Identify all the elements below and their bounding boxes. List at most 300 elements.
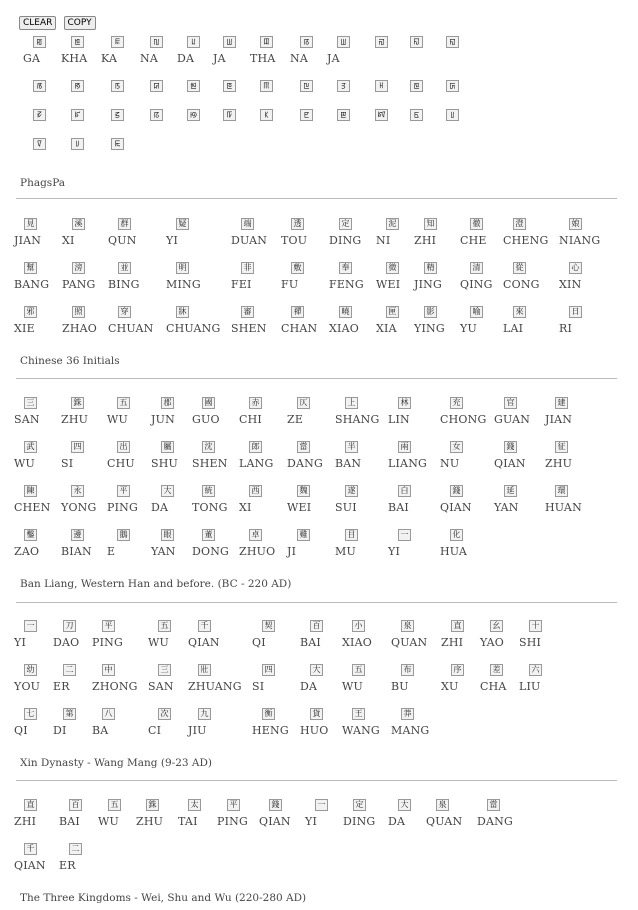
glyph-key-button[interactable]: 貨 (310, 708, 323, 720)
glyph-key-button[interactable]: 衡 (262, 708, 275, 720)
section-title: Chinese 36 Initials (20, 355, 120, 367)
glyph-key-button[interactable]: 一 (398, 529, 411, 541)
key-label: ER (59, 859, 76, 872)
glyph-key-button[interactable]: ꡣ (337, 109, 350, 121)
glyph-key-button[interactable]: ꡞ (150, 109, 163, 121)
key-label: CHENG (503, 234, 549, 247)
key-label: JING (414, 278, 442, 291)
key-label: MU (335, 545, 356, 558)
glyph-key-button[interactable]: 從 (513, 262, 526, 274)
key-label: ZHONG (92, 680, 138, 693)
key-label: PING (107, 501, 138, 514)
glyph-key-button[interactable]: ꡓ (187, 80, 200, 92)
glyph-key-button[interactable]: 化 (450, 529, 463, 541)
key-label: YONG (61, 501, 97, 514)
key-label: BA (92, 724, 109, 737)
glyph-key-button[interactable]: ꡍ (410, 36, 423, 48)
glyph-key-button[interactable]: 國 (202, 397, 215, 409)
glyph-key-button[interactable]: 端 (241, 218, 254, 230)
glyph-key-button[interactable]: 屬 (161, 441, 174, 453)
glyph-key-button[interactable]: 陳 (24, 485, 37, 497)
glyph-key-button[interactable]: 非 (241, 262, 254, 274)
glyph-key-button[interactable]: 千 (24, 843, 37, 855)
key-label: YI (305, 815, 318, 828)
key-label: SAN (148, 680, 174, 693)
glyph-key-button[interactable]: 眼 (161, 529, 174, 541)
key-label: ZE (287, 413, 304, 426)
key-label: TOU (281, 234, 308, 247)
key-cell (108, 218, 168, 247)
key-cell (188, 620, 248, 649)
glyph-key-button[interactable]: 白 (398, 485, 411, 497)
glyph-key-button[interactable]: 征 (555, 441, 568, 453)
key-label: QIAN (494, 457, 526, 470)
key-label: NI (376, 234, 391, 247)
glyph-key-button[interactable]: 大 (310, 664, 323, 676)
key-label: YAN (151, 545, 176, 558)
glyph-key-button[interactable]: 三 (158, 664, 171, 676)
key-label: XIE (14, 322, 35, 335)
glyph-key-button[interactable]: 序 (451, 664, 464, 676)
glyph-key-button[interactable]: 幫 (24, 262, 37, 274)
glyph-key-button[interactable]: 穿 (118, 306, 131, 318)
key-label: WANG (342, 724, 380, 737)
glyph-key-button[interactable]: 遂 (345, 485, 358, 497)
glyph-key-button[interactable]: ꡩ (111, 138, 124, 150)
glyph-key-button[interactable]: 當 (297, 441, 310, 453)
glyph-key-button[interactable]: 太 (188, 799, 201, 811)
glyph-key-button[interactable]: ꡙ (410, 80, 423, 92)
glyph-key-button[interactable]: 曉 (339, 306, 352, 318)
key-cell (440, 529, 500, 558)
glyph-key-button[interactable]: 四 (71, 441, 84, 453)
glyph-key-button[interactable]: 莽 (401, 708, 414, 720)
glyph-key-button[interactable]: 半 (345, 441, 358, 453)
glyph-key-button[interactable]: 林 (398, 397, 411, 409)
glyph-key-button[interactable]: 定 (339, 218, 352, 230)
key-label: HUA (440, 545, 468, 558)
section-divider (16, 198, 617, 199)
key-label: BAI (59, 815, 80, 828)
key-cell (92, 620, 152, 649)
glyph-key-button[interactable]: ꡠ (223, 109, 236, 121)
glyph-key-button[interactable]: ꡥ (410, 109, 423, 121)
glyph-key-button[interactable]: 照 (72, 306, 85, 318)
key-cell (436, 80, 496, 92)
key-label: QIAN (14, 859, 46, 872)
key-label: ZAO (14, 545, 40, 558)
glyph-key-button[interactable]: 邪 (24, 306, 37, 318)
glyph-key-button[interactable]: 銖 (71, 397, 84, 409)
key-label: CHA (480, 680, 507, 693)
glyph-key-button[interactable]: 郡 (161, 397, 174, 409)
glyph-key-button[interactable]: 三 (24, 397, 37, 409)
glyph-key-button[interactable]: 直 (451, 620, 464, 632)
key-cell (440, 441, 500, 470)
glyph-key-button[interactable]: ꡂ (33, 36, 46, 48)
key-cell (388, 441, 448, 470)
key-cell (92, 708, 152, 737)
key-cell (188, 708, 248, 737)
glyph-key-button[interactable]: ꡟ (187, 109, 200, 121)
glyph-key-button[interactable]: 西 (249, 485, 262, 497)
glyph-key-button[interactable]: 奉 (339, 262, 352, 274)
key-label: HUAN (545, 501, 582, 514)
key-label: NA (290, 52, 308, 65)
key-label: ER (53, 680, 70, 693)
key-cell (166, 218, 226, 247)
key-label: FU (281, 278, 299, 291)
glyph-key-button[interactable]: 精 (424, 262, 437, 274)
glyph-key-button[interactable]: 日 (569, 306, 582, 318)
key-label: QUAN (426, 815, 463, 828)
key-label: BAI (388, 501, 409, 514)
glyph-key-button[interactable]: 八 (102, 708, 115, 720)
glyph-key-button[interactable]: 延 (504, 485, 517, 497)
section-divider (16, 602, 617, 603)
key-label: HUO (300, 724, 329, 737)
glyph-key-button[interactable]: 並 (118, 262, 131, 274)
glyph-key-button[interactable]: 泉 (436, 799, 449, 811)
glyph-key-button[interactable]: 泥 (386, 218, 399, 230)
glyph-key-button[interactable]: ꡀ (111, 36, 124, 48)
key-cell (503, 218, 563, 247)
glyph-key-button[interactable]: 赤 (249, 397, 262, 409)
glyph-key-button[interactable]: 九 (198, 708, 211, 720)
glyph-key-button[interactable]: ꡢ (300, 109, 313, 121)
glyph-key-button[interactable]: 仄 (297, 397, 310, 409)
key-label: QI (14, 724, 28, 737)
glyph-key-button[interactable]: 契 (262, 620, 275, 632)
key-cell (188, 664, 248, 693)
glyph-key-button[interactable]: ꡏ (33, 80, 46, 92)
key-label: SI (252, 680, 265, 693)
key-label: NA (140, 52, 158, 65)
glyph-key-button[interactable]: ꡌ (375, 36, 388, 48)
key-label: QUN (108, 234, 137, 247)
glyph-key-button[interactable]: 郎 (249, 441, 262, 453)
glyph-key-button[interactable]: ꡖ (300, 80, 313, 92)
key-label: CHAN (281, 322, 318, 335)
key-cell (440, 397, 500, 426)
glyph-key-button[interactable]: 二 (69, 843, 82, 855)
glyph-key-button[interactable]: 微 (386, 262, 399, 274)
section-title: Xin Dynasty - Wang Mang (9-23 AD) (20, 757, 212, 769)
glyph-key-button[interactable]: 中 (102, 664, 115, 676)
key-cell (388, 397, 448, 426)
glyph-key-button[interactable]: 充 (450, 397, 463, 409)
key-label: SHI (519, 636, 542, 649)
glyph-key-button[interactable]: ꡎ (446, 36, 459, 48)
key-label: SHEN (192, 457, 228, 470)
glyph-key-button[interactable]: 清 (470, 262, 483, 274)
glyph-key-button[interactable]: 出 (117, 441, 130, 453)
key-label: YOU (14, 680, 41, 693)
glyph-key-button[interactable]: 禪 (291, 306, 304, 318)
glyph-key-button[interactable]: 次 (158, 708, 171, 720)
glyph-key-button[interactable]: 明 (176, 262, 189, 274)
glyph-key-button[interactable]: 卓 (249, 529, 262, 541)
key-label: QUAN (391, 636, 428, 649)
glyph-key-button[interactable]: ꡔ (223, 80, 236, 92)
glyph-key-button[interactable]: 目 (345, 529, 358, 541)
glyph-key-button[interactable]: 五 (158, 620, 171, 632)
glyph-key-button[interactable]: 王 (352, 708, 365, 720)
key-label: DANG (287, 457, 323, 470)
key-cell (59, 843, 119, 872)
glyph-key-button[interactable]: 上 (345, 397, 358, 409)
glyph-key-button[interactable]: 一 (24, 620, 37, 632)
key-label: YI (14, 636, 27, 649)
glyph-key-button[interactable]: 六 (529, 664, 542, 676)
glyph-key-button[interactable]: 溪 (72, 218, 85, 230)
glyph-key-button[interactable]: ꡘ (375, 80, 388, 92)
glyph-key-button[interactable]: 永 (71, 485, 84, 497)
key-label: MING (166, 278, 201, 291)
glyph-key-button[interactable]: 十 (529, 620, 542, 632)
glyph-key-button[interactable]: 五 (108, 799, 121, 811)
glyph-key-button[interactable]: 武 (24, 441, 37, 453)
copy-button[interactable]: COPY (64, 16, 96, 30)
glyph-key-button[interactable]: 來 (513, 306, 526, 318)
glyph-key-button[interactable]: 審 (241, 306, 254, 318)
key-label: WU (14, 457, 35, 470)
glyph-key-button[interactable]: ꡨ (71, 138, 84, 150)
key-cell (477, 799, 537, 828)
glyph-key-button[interactable]: 董 (202, 529, 215, 541)
section-divider (16, 378, 617, 379)
glyph-key-button[interactable]: 沈 (202, 441, 215, 453)
glyph-key-button[interactable]: 第 (63, 708, 76, 720)
glyph-key-button[interactable]: 當 (487, 799, 500, 811)
key-label: ZHAO (62, 322, 97, 335)
glyph-key-button[interactable]: ꡕ (260, 80, 273, 92)
key-cell (335, 441, 395, 470)
key-cell (388, 529, 448, 558)
key-cell (391, 708, 451, 737)
glyph-key-button[interactable]: ꡐ (71, 80, 84, 92)
glyph-key-button[interactable]: 大 (161, 485, 174, 497)
glyph-key-button[interactable]: 四 (262, 664, 275, 676)
key-label: LIANG (388, 457, 428, 470)
glyph-key-button[interactable]: 喻 (470, 306, 483, 318)
glyph-key-button[interactable]: 影 (424, 306, 437, 318)
glyph-key-button[interactable]: 千 (198, 620, 211, 632)
key-label: JIU (188, 724, 207, 737)
key-cell (440, 485, 500, 514)
glyph-key-button[interactable]: ꡋ (300, 36, 313, 48)
key-label: HENG (252, 724, 289, 737)
glyph-key-button[interactable]: 知 (424, 218, 437, 230)
glyph-key-button[interactable]: ꡗ (337, 80, 350, 92)
key-label: DA (300, 680, 318, 693)
glyph-key-button[interactable]: 刀 (63, 620, 76, 632)
glyph-key-button[interactable]: 心 (569, 262, 582, 274)
key-label: CHUANG (166, 322, 221, 335)
glyph-key-button[interactable]: 群 (118, 218, 131, 230)
glyph-key-button[interactable]: ꡆ (337, 36, 350, 48)
glyph-key-button[interactable]: 泉 (401, 620, 414, 632)
key-label: QIAN (440, 501, 472, 514)
glyph-key-button[interactable]: 差 (490, 664, 503, 676)
glyph-key-button[interactable]: 二 (63, 664, 76, 676)
key-label: WEI (376, 278, 401, 291)
glyph-key-button[interactable]: 統 (202, 485, 215, 497)
glyph-key-button[interactable]: 見 (24, 218, 37, 230)
glyph-key-button[interactable]: 兩 (398, 441, 411, 453)
key-label: XIA (376, 322, 397, 335)
key-label: PING (217, 815, 248, 828)
glyph-key-button[interactable]: 牀 (176, 306, 189, 318)
key-label: QIAN (259, 815, 291, 828)
glyph-key-button[interactable]: ꡒ (150, 80, 163, 92)
key-cell (388, 485, 448, 514)
key-label: ZHI (14, 815, 37, 828)
key-label: BING (108, 278, 140, 291)
key-label: SHEN (231, 322, 267, 335)
key-label: LIU (519, 680, 541, 693)
glyph-key-button[interactable]: 七 (24, 708, 37, 720)
key-cell (335, 529, 395, 558)
key-label: CHI (239, 413, 262, 426)
key-label: DUAN (231, 234, 268, 247)
glyph-key-button[interactable]: 五 (117, 397, 130, 409)
key-label: GUAN (494, 413, 531, 426)
glyph-key-button[interactable]: ꡆ (223, 36, 236, 48)
key-label: CHONG (440, 413, 487, 426)
section-title: The Three Kingdoms - Wei, Shu and Wu (220-280 AD) (20, 892, 307, 904)
key-label: BAN (335, 457, 362, 470)
key-cell (166, 262, 226, 291)
key-label: YAO (480, 636, 504, 649)
glyph-key-button[interactable]: 百 (69, 799, 82, 811)
key-cell (545, 397, 605, 426)
key-label: XIN (559, 278, 582, 291)
key-label: MANG (391, 724, 430, 737)
key-label: YING (414, 322, 445, 335)
key-cell (545, 441, 605, 470)
key-label: DING (343, 815, 376, 828)
glyph-key-button[interactable]: 錢 (450, 485, 463, 497)
key-label: QING (460, 278, 493, 291)
glyph-key-button[interactable]: ꡡ (260, 109, 273, 121)
glyph-key-button[interactable]: 雞 (297, 529, 310, 541)
key-label: KHA (61, 52, 88, 65)
glyph-key-button[interactable]: 娘 (569, 218, 582, 230)
glyph-key-button[interactable]: 布 (401, 664, 414, 676)
glyph-key-button[interactable]: 鑿 (24, 529, 37, 541)
key-label: WU (342, 680, 363, 693)
glyph-key-button[interactable]: 平 (117, 485, 130, 497)
glyph-key-button[interactable]: 徹 (470, 218, 483, 230)
key-cell (436, 109, 496, 121)
glyph-key-button[interactable]: ꡁ (71, 36, 84, 48)
glyph-key-button[interactable]: ꡃ (150, 36, 163, 48)
key-label: ZHU (61, 413, 89, 426)
glyph-key-button[interactable]: 匣 (386, 306, 399, 318)
glyph-key-button[interactable]: 五 (352, 664, 365, 676)
glyph-key-button[interactable]: ꡊ (187, 36, 200, 48)
key-label: JIAN (14, 234, 42, 247)
glyph-key-button[interactable]: 平 (227, 799, 240, 811)
key-label: YI (166, 234, 179, 247)
glyph-key-button[interactable]: 透 (291, 218, 304, 230)
glyph-key-button[interactable]: 平 (102, 620, 115, 632)
key-cell (559, 306, 619, 335)
glyph-key-button[interactable]: 魏 (297, 485, 310, 497)
key-label: SUI (335, 501, 357, 514)
key-label: TONG (192, 501, 228, 514)
glyph-key-button[interactable]: 銖 (146, 799, 159, 811)
glyph-key-button[interactable]: ꡉ (260, 36, 273, 48)
key-label: PING (92, 636, 123, 649)
glyph-key-button[interactable]: 官 (504, 397, 517, 409)
key-label: PANG (62, 278, 96, 291)
glyph-key-button[interactable]: 環 (555, 485, 568, 497)
glyph-key-button[interactable]: 邊 (71, 529, 84, 541)
key-label: RI (559, 322, 573, 335)
glyph-key-button[interactable]: 定 (353, 799, 366, 811)
key-label: DI (53, 724, 67, 737)
glyph-key-button[interactable]: 百 (310, 620, 323, 632)
key-label: CHEN (14, 501, 51, 514)
key-label: BAI (300, 636, 321, 649)
key-label: CHUAN (108, 322, 154, 335)
glyph-key-button[interactable]: 小 (352, 620, 365, 632)
key-cell (519, 620, 579, 649)
glyph-key-button[interactable]: 幼 (24, 664, 37, 676)
glyph-key-button[interactable]: 敷 (291, 262, 304, 274)
key-label: DA (177, 52, 195, 65)
key-label: ZHUANG (188, 680, 242, 693)
glyph-key-button[interactable]: 澄 (513, 218, 526, 230)
key-cell (335, 485, 395, 514)
glyph-key-button[interactable]: ꡧ (33, 138, 46, 150)
glyph-key-button[interactable]: 鵝 (117, 529, 130, 541)
glyph-key-button[interactable]: ꡑ (111, 80, 124, 92)
glyph-key-button[interactable]: 滂 (72, 262, 85, 274)
glyph-key-button[interactable]: 一 (315, 799, 328, 811)
glyph-key-button[interactable]: ꡦ (446, 109, 459, 121)
key-label: NIANG (559, 234, 601, 247)
glyph-key-button[interactable]: ꡚ (446, 80, 459, 92)
glyph-key-button[interactable]: 疑 (176, 218, 189, 230)
glyph-key-button[interactable]: 壯 (198, 664, 211, 676)
key-label: ZHI (414, 234, 437, 247)
glyph-key-button[interactable]: ꡜ (71, 109, 84, 121)
glyph-key-button[interactable]: 女 (450, 441, 463, 453)
glyph-key-button[interactable]: ꡝ (111, 109, 124, 121)
glyph-key-button[interactable]: 錢 (504, 441, 517, 453)
clear-button[interactable]: CLEAR (19, 16, 56, 30)
key-label: FEI (231, 278, 252, 291)
glyph-key-button[interactable]: ꡤ (375, 109, 388, 121)
section-title: Ban Liang, Western Han and before. (BC - 220 AD) (20, 578, 292, 590)
glyph-key-button[interactable]: 幺 (490, 620, 503, 632)
key-label: LAI (503, 322, 524, 335)
key-label: SHU (151, 457, 178, 470)
key-cell (545, 485, 605, 514)
glyph-key-button[interactable]: 大 (398, 799, 411, 811)
glyph-key-button[interactable]: ꡛ (33, 109, 46, 121)
key-label: DA (388, 815, 406, 828)
glyph-key-button[interactable]: 錢 (269, 799, 282, 811)
key-label: YI (388, 545, 401, 558)
glyph-key-button[interactable]: 直 (24, 799, 37, 811)
key-label: DANG (477, 815, 513, 828)
key-cell (108, 306, 168, 335)
glyph-key-button[interactable]: 建 (555, 397, 568, 409)
